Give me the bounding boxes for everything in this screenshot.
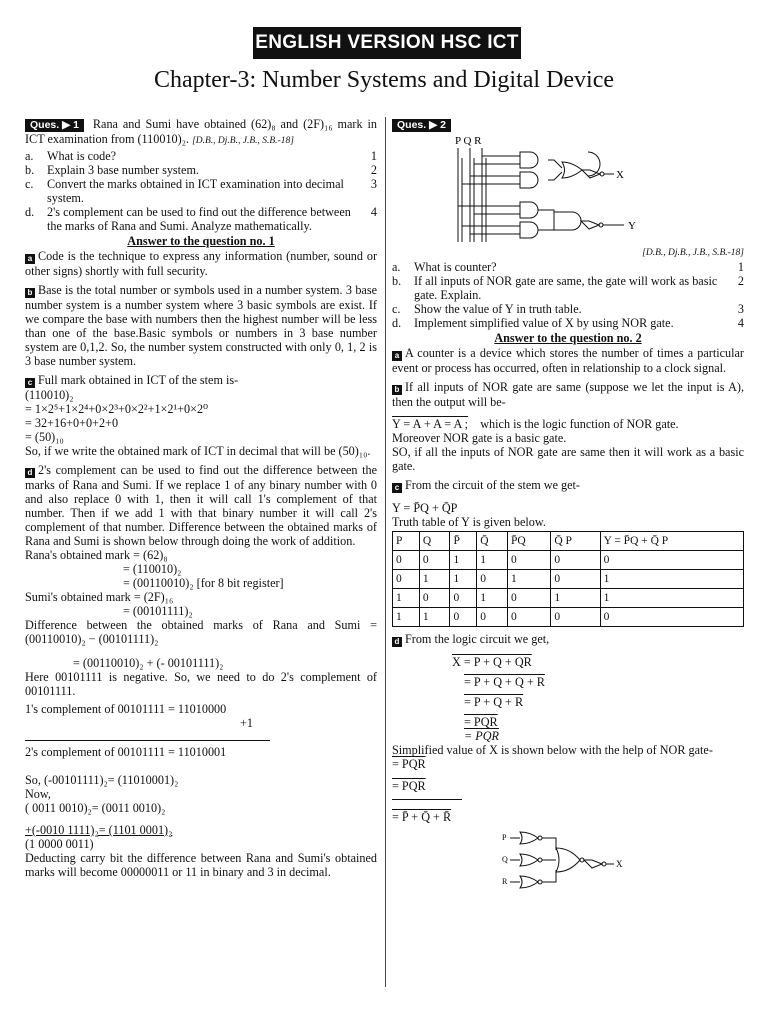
cell: 1 — [477, 551, 508, 570]
sub-mark: 1 — [737, 260, 744, 274]
header-cell: Y = P̄Q + Q̄ P — [600, 532, 743, 551]
rana-mark-line: Rana's obtained mark = (62)₈ — [25, 548, 168, 562]
chapter-title: Chapter-3: Number Systems and Digital Device — [153, 67, 615, 93]
answer-a-marker: a — [25, 254, 35, 264]
answer-c-marker: c — [392, 483, 402, 493]
calc-line: (110010)₂ — [25, 388, 74, 402]
cell: 1 — [393, 608, 420, 627]
x-step: = PQR — [464, 715, 498, 729]
truth-table-header — [393, 532, 744, 551]
cell: 0 — [450, 589, 477, 608]
calc-line: = 32+16+0+0+2+0 — [25, 416, 119, 430]
q2-badge: Ques. ▶ 2 — [392, 119, 451, 132]
nor-input-p: P — [502, 833, 507, 842]
truth-table — [392, 531, 744, 627]
sub-mark: 2 — [737, 274, 744, 288]
cell: 1 — [450, 551, 477, 570]
nor-input-q: Q — [502, 855, 508, 864]
q1-answer-d — [25, 463, 377, 879]
cell: 1 — [450, 570, 477, 589]
sub-key: b. — [25, 163, 35, 177]
sub-key: b. — [392, 274, 402, 288]
rana-mark-line: = (110010)₂ — [123, 562, 182, 576]
q1-stem-text: Rana and Sumi have obtained (62)₈ and (2F)₁₆ mark in ICT examination from (110010)₂. — [25, 117, 378, 146]
q2-logic-circuit — [392, 132, 744, 252]
circuit-output-x: X — [616, 169, 624, 181]
answer-text: Full mark obtained in ICT of the stem is- — [38, 373, 239, 387]
cell: 0 — [450, 608, 477, 627]
q2-sub-b — [392, 274, 744, 302]
final-answer: Deducting carry bit the difference between Rana and Sumi's obtained marks will become 00000011 or 11 in binary and 3 in decimal. — [25, 851, 377, 879]
header-cell: P — [393, 532, 420, 551]
header-cell: P̄ — [450, 532, 477, 551]
sub-text: Show the value of Y in truth table. — [414, 302, 582, 316]
addition-line: ( 0011 0010)₂= (0011 0010)₂ — [25, 801, 166, 815]
table-row — [393, 589, 744, 608]
simplified-note: Simplified value of X is shown below with the help of NOR gate- — [392, 743, 713, 757]
addition-line: +(-0010 1111)₂= (1101 0001)₂ — [25, 823, 173, 837]
nor-equation: Y = A + A = A ; — [392, 417, 469, 431]
q2-sub-d — [392, 316, 744, 330]
ones-complement-line: 1's complement of 00101111 = 11010000 — [25, 702, 227, 716]
answer-text: A counter is a device which stores the number of times a particular event or process has occurred, often in relationship to a clock signal. — [392, 346, 744, 375]
cell: 0 — [551, 570, 600, 589]
circuit-input-labels: P Q R — [455, 135, 482, 147]
answer-text: If all inputs of NOR gate are same (suppose we let the input is A), then the output will be- — [392, 380, 744, 409]
calc-line: = (50)₁₀ — [25, 430, 64, 444]
cell: 1 — [419, 570, 450, 589]
x-step: = P + Q + R — [464, 695, 524, 709]
sub-text: Implement simplified value of X by using NOR gate. — [414, 316, 674, 330]
cell: 1 — [551, 589, 600, 608]
q2-answer-c — [392, 478, 744, 627]
difference-line: Difference between the obtained marks of Rana and Sumi = (00110010)₂ − (00101111)₂ — [25, 618, 377, 646]
cell: 0 — [507, 608, 550, 627]
answer-b-marker: b — [392, 385, 402, 395]
negative-note: Here 00101111 is negative. So, we need to do 2's complement of 00101111. — [25, 670, 377, 698]
answer-conclusion: So, if we write the obtained mark of ICT in decimal that will be (50)₁₀. — [25, 444, 371, 458]
answer-conclusion: SO, if all the inputs of NOR gate are same then it will work as a basic gate. — [392, 445, 744, 473]
question-2-column — [392, 117, 744, 896]
q1-stem — [25, 117, 377, 148]
x-step: X = P + Q + QR — [452, 655, 532, 669]
cell: 1 — [600, 570, 743, 589]
cell: 1 — [477, 589, 508, 608]
table-row — [393, 608, 744, 627]
simplified-rule — [392, 799, 462, 800]
q2-subquestions — [392, 260, 744, 330]
answer-text: 2's complement can be used to find out the difference between the marks of Rana and Sumi. If we replace 1 of any binary number with 0 and also replace 0 with 1, then it will call 1's complement of that number. Then if we add 1 with that binary number it will call 2's complement of that number. Difference between the obtained marks of Rana and Sumi is shown below through doing the work of addition. — [25, 463, 377, 548]
header-cell: P̄Q — [507, 532, 550, 551]
sub-key: d. — [25, 205, 35, 219]
difference-line: = (00110010)₂ + (- 00101111)₂ — [73, 656, 224, 670]
sumi-mark-line: = (00101111)₂ — [123, 604, 193, 618]
cell: 1 — [419, 608, 450, 627]
q2-answer-d — [392, 632, 744, 896]
cell: 1 — [393, 589, 420, 608]
header-cell: Q — [419, 532, 450, 551]
cell: 0 — [507, 589, 550, 608]
addition-result: (1 0000 0011) — [25, 837, 94, 851]
answer-text: Base is the total number or symbols used in a number system. 3 base number system is a number system where 3 basic symbols are exist. If we compare the base with numbers then the highest number will be less than one of the base.Basic symbols or numbers in 3 base number system are 0,1,2. So, the number system constructed with only 0, 1, 2 is 3 base number system. — [25, 283, 377, 368]
q1-answer-b — [25, 283, 377, 368]
x-derivation — [452, 655, 744, 743]
now-line: Now, — [25, 787, 51, 801]
addition-rule — [25, 740, 270, 741]
q2-answer-a — [392, 346, 744, 375]
sub-mark: 3 — [370, 177, 377, 191]
question-1-column — [25, 117, 377, 879]
q1-answer-c — [25, 373, 377, 458]
cell: 0 — [419, 551, 450, 570]
x-step: = P + Q + Q + R — [464, 675, 545, 689]
q1-sub-c — [25, 177, 377, 205]
cell: 0 — [600, 608, 743, 627]
sumi-mark-line: Sumi's obtained mark = (2F)₁₆ — [25, 590, 174, 604]
header-cell: Q̄ — [477, 532, 508, 551]
sub-mark: 4 — [370, 205, 377, 219]
nor-output-x: X — [616, 859, 623, 869]
table-row — [393, 570, 744, 589]
column-divider — [385, 117, 386, 987]
sub-text: If all inputs of NOR gate are same, the gate will work as basic gate. Explain. — [414, 274, 718, 302]
cell: 0 — [551, 608, 600, 627]
plus-one-line: +1 — [240, 716, 253, 730]
cell: 0 — [600, 551, 743, 570]
sub-text: Explain 3 base number system. — [47, 163, 199, 177]
sub-key: c. — [25, 177, 34, 191]
sub-key: c. — [392, 302, 401, 316]
sub-mark: 2 — [370, 163, 377, 177]
q1-source: [D.B., Dj.B., J.B., S.B.-18] — [192, 136, 294, 146]
rana-mark-line: = (00110010)₂ [for 8 bit register] — [123, 576, 284, 590]
q2-source: [D.B., Dj.B., J.B., S.B.-18] — [642, 248, 744, 258]
q2-sub-c — [392, 302, 744, 316]
table-row — [393, 551, 744, 570]
cell: 0 — [419, 589, 450, 608]
simplified-step: = PQR — [392, 779, 426, 793]
cell: 0 — [477, 608, 508, 627]
sub-key: a. — [25, 149, 34, 163]
answer-text: From the logic circuit we get, — [405, 632, 550, 646]
answer-text: Moreover NOR gate is a basic gate. — [392, 431, 567, 445]
answer-c-marker: c — [25, 378, 35, 388]
sub-text: What is code? — [47, 149, 117, 163]
q1-badge: Ques. ▶ 1 — [25, 119, 84, 132]
q1-sub-b — [25, 163, 377, 177]
answer-d-marker: d — [392, 637, 402, 647]
q1-sub-d — [25, 205, 377, 233]
cell: 1 — [507, 570, 550, 589]
sub-key: a. — [392, 260, 401, 274]
twos-complement-line: 2's complement of 00101111 = 11010001 — [25, 745, 227, 759]
q1-answer-a — [25, 249, 377, 278]
q1-sub-a — [25, 149, 377, 163]
truth-table-caption: Truth table of Y is given below. — [392, 515, 546, 529]
q2-sub-a — [392, 260, 744, 274]
sub-text: Convert the marks obtained in ICT examination into decimal system. — [47, 177, 344, 205]
q1-answer-heading: Answer to the question no. 1 — [127, 234, 275, 248]
simplified-step: = P̄ + Q̄ + R̄ — [392, 810, 452, 824]
answer-d-marker: d — [25, 468, 35, 478]
calc-line: = 1×2⁵+1×2⁴+0×2³+0×2²+1×2¹+0×2⁰ — [25, 402, 208, 416]
page-banner: ENGLISH VERSION HSC ICT — [253, 27, 521, 59]
sub-mark: 3 — [737, 302, 744, 316]
header-cell: Q̄ P — [551, 532, 600, 551]
answer-text: From the circuit of the stem we get- — [405, 478, 580, 492]
cell: 1 — [600, 589, 743, 608]
answer-b-marker: b — [25, 288, 35, 298]
q2-answer-heading: Answer to the question no. 2 — [494, 331, 642, 345]
x-step: = PQR — [464, 729, 499, 743]
nor-implementation-circuit — [392, 826, 744, 896]
sub-text: What is counter? — [414, 260, 497, 274]
sub-text: 2's complement can be used to find out the difference between the marks of Rana and Sumi. Analyze mathematically. — [47, 205, 351, 233]
q2-answer-b — [392, 380, 744, 473]
cell: 0 — [507, 551, 550, 570]
y-equation: Y = P̄Q + Q̄P — [392, 501, 458, 515]
q1-subquestions — [25, 149, 377, 233]
so-line: So, (-00101111)₂= (11010001)₂ — [25, 773, 179, 787]
cell: 0 — [393, 570, 420, 589]
answer-a-marker: a — [392, 351, 402, 361]
cell: 0 — [551, 551, 600, 570]
nor-input-r: R — [502, 877, 508, 886]
cell: 0 — [477, 570, 508, 589]
sub-mark: 1 — [370, 149, 377, 163]
simplified-step: = PQR — [392, 757, 426, 771]
cell: 0 — [393, 551, 420, 570]
sub-mark: 4 — [737, 316, 744, 330]
circuit-output-y: Y — [628, 220, 636, 232]
answer-text: Code is the technique to express any information (number, sound or other signs) shortly with full security. — [25, 249, 377, 278]
sub-key: d. — [392, 316, 402, 330]
nor-equation-note: which is the logic function of NOR gate. — [480, 417, 679, 431]
